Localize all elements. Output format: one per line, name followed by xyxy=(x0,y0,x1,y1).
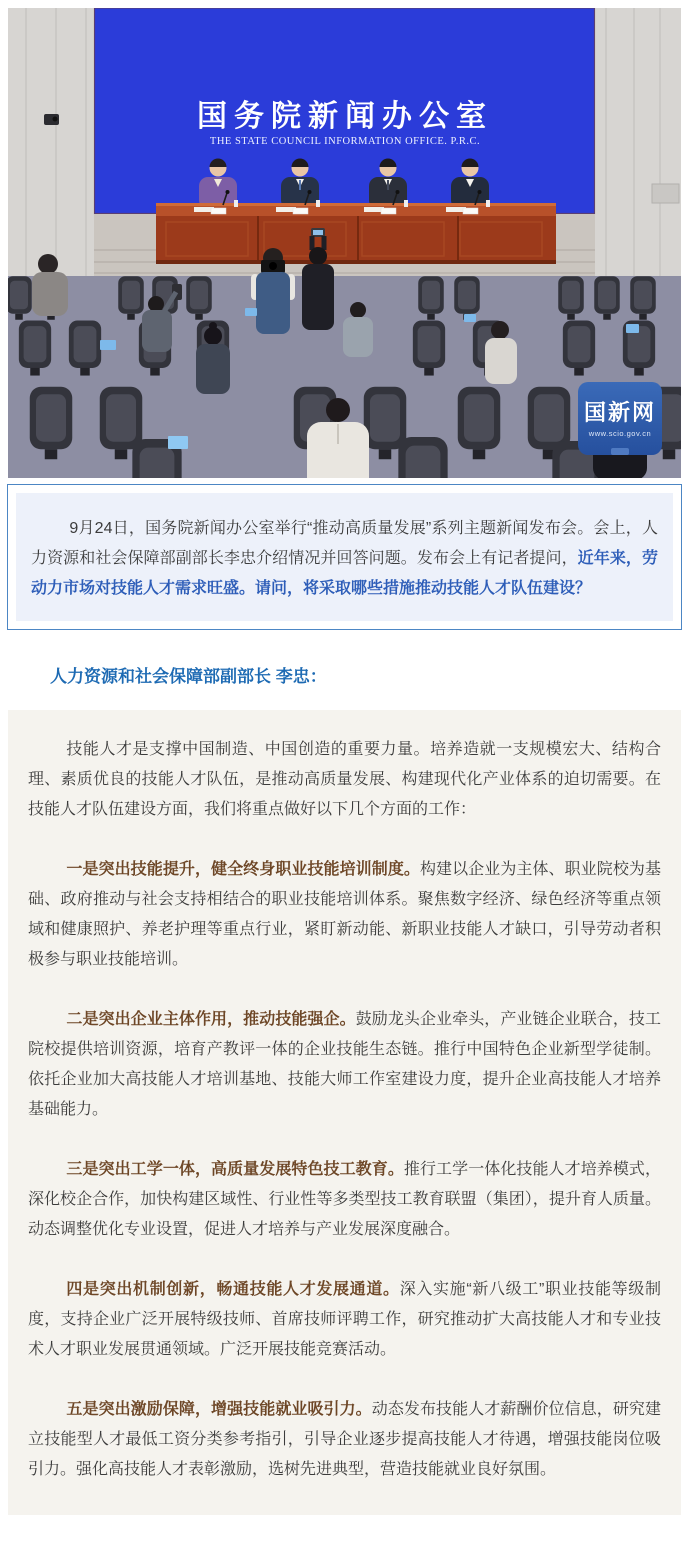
article-page xyxy=(0,8,689,1515)
scio-logo-title: 国新网 xyxy=(583,400,657,425)
answer-paragraph: 五是突出激励保障，增强技能就业吸引力。动态发布技能人才薪酬价位信息，研究建立技能型人才最低工资分类参考指引，引导企业逐步提高技能人才待遇，增强技能岗位吸引力。强化高技能人才表彰激励，选树先进典型，营造技能就业良好氛围。 xyxy=(28,1401,661,1478)
question-text xyxy=(31,514,658,604)
answer-paragraph: 技能人才是支撑中国制造、中国创造的重要力量。培养造就一支规模宏大、结构合理、素质优良的技能人才队伍，是推动高质量发展、构建现代化产业体系的迫切需要。在技能人才队伍建设方面，我们将重点做好以下几个方面的工作： xyxy=(28,741,661,818)
answer-paragraph: 四是突出机制创新，畅通技能人才发展通道。深入实施“新八级工”职业技能等级制度，支持企业广泛开展特级技师、首席技师评聘工作，研究推动扩大高技能人才和专业技术人才职业发展贯通领域。广泛开展技能竞赛活动。 xyxy=(28,1281,661,1358)
paragraph-lead: 一是突出技能提升，健全终身职业技能培训制度。 xyxy=(66,861,420,878)
press-conference-photo xyxy=(8,8,681,478)
answer-paragraphs xyxy=(28,735,661,1485)
question-box xyxy=(7,484,682,630)
speaker-heading: 人力资源和社会保障部副部长 李忠： xyxy=(50,667,327,686)
paragraph-lead: 三是突出工学一体，高质量发展特色技工教育。 xyxy=(66,1161,404,1178)
question-intro: 9月24日，国务院新闻办公室举行“推动高质量发展”系列主题新闻发布会。会上，人力资源和社会保障部副部长李忠介绍情况并回答问题。发布会上有记者提问， xyxy=(31,520,658,567)
paragraph-lead: 四是突出机制创新，畅通技能人才发展通道。 xyxy=(66,1281,400,1298)
scio-logo-url: www.scio.gov.cn xyxy=(588,429,652,438)
question-box-inner xyxy=(16,493,673,621)
paragraph-lead: 五是突出激励保障，增强技能就业吸引力。 xyxy=(66,1401,372,1418)
scio-logo xyxy=(578,382,662,455)
press-photo-illustration xyxy=(8,8,681,478)
screen-subtitle: THE STATE COUNCIL INFORMATION OFFICE. P.R.C. xyxy=(209,136,481,147)
reporter-question: 近年来，劳动力市场对技能人才需求旺盛。请问，将采取哪些措施推动技能人才队伍建设？ xyxy=(31,550,658,597)
answer-paragraph: 二是突出企业主体作用，推动技能强企。鼓励龙头企业牵头，产业链企业联合，技工院校提供培训资源，培育产教评一体的企业技能生态链。推行中国特色企业新型学徒制。依托企业加大高技能人才培训基地、技能大师工作室建设力度，提升企业高技能人才培养基础能力。 xyxy=(28,1011,661,1118)
paragraph-lead: 二是突出企业主体作用，推动技能强企。 xyxy=(66,1011,356,1028)
screen-title: 国务院新闻办公室 xyxy=(197,100,493,133)
answer-paragraph: 一是突出技能提升，健全终身职业技能培训制度。构建以企业为主体、职业院校为基础、政府推动与社会支持相结合的职业技能培训体系。聚焦数字经济、绿色经济等重点领域和健康照护、养老护理等重点行业，紧盯新动能、新职业技能人才缺口，引导劳动者积极参与职业技能培训。 xyxy=(28,861,661,968)
backdrop-screen xyxy=(94,8,595,214)
answer-paragraph: 三是突出工学一体，高质量发展特色技工教育。推行工学一体化技能人才培养模式，深化校企合作，加快构建区域性、行业性等多类型技工教育联盟（集团），提升育人质量。动态调整优化专业设置，促进人才培养与产业发展深度融合。 xyxy=(28,1161,661,1238)
answer-box xyxy=(8,710,681,1515)
